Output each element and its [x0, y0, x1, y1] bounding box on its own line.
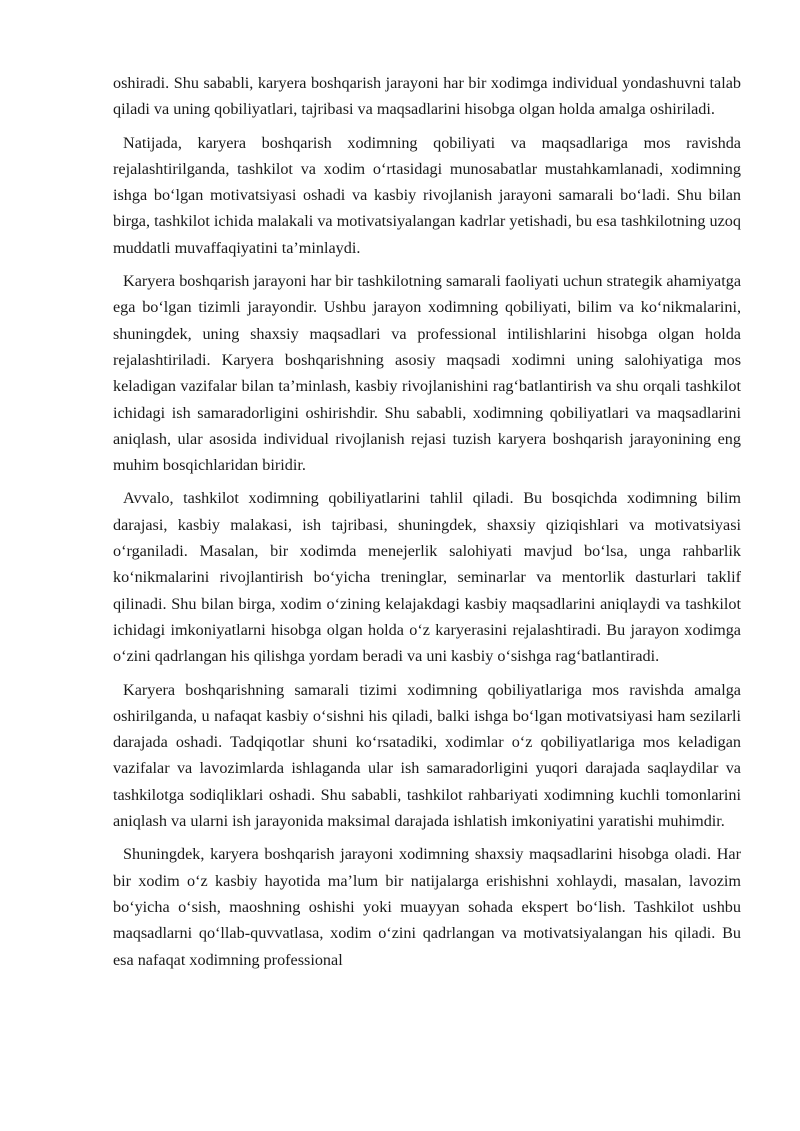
document-page [113, 70, 741, 980]
paragraph: Karyera boshqarishning samarali tizimi xodimning qobiliyatlariga mos ravishda amalga oshirilganda, u nafaqat kasbiy o‘sishni his qiladi, balki ishga bo‘lgan motivatsiyasi ham sezilarli darajada oshadi. Tadqiqotlar shuni ko‘rsatadiki, xodimlar o‘z qobiliyatlariga mos keladigan vazifalar va lavozimlarda ishlaganda ular ish samaradorligini yuqori darajada saqlaydilar va tashkilotga sodiqliklari oshadi. Shu sababli, tashkilot rahbariyati xodimning kuchli tomonlarini aniqlash va ularni ish jarayonida maksimal darajada ishlatish imkoniyatini yaratishi muhimdir. [113, 680, 741, 831]
paragraph: Natijada, karyera boshqarish xodimning qobiliyati va maqsadlariga mos ravishda rejalashtirilganda, tashkilot va xodim o‘rtasidagi munosabatlar mustahkamlanadi, xodimning ishga bo‘lgan motivatsiyasi oshadi va kasbiy rivojlanish jarayoni samarali bo‘ladi. Shu bilan birga, tashkilot ichida malakali va motivatsiyalangan kadrlar yetishadi, bu esa tashkilotning uzoq muddatli muvaffaqiyatini ta’minlaydi. [113, 133, 741, 257]
paragraph: Avvalo, tashkilot xodimning qobiliyatlarini tahlil qiladi. Bu bosqichda xodimning bilim darajasi, kasbiy malakasi, ish tajribasi, shuningdek, shaxsiy qiziqishlari va motivatsiyasi o‘rganiladi. Masalan, bir xodimda menejerlik salohiyati mavjud bo‘lsa, unga rahbarlik ko‘nikmalarini rivojlantirish bo‘yicha treninglar, seminarlar va mentorlik dasturlari taklif qilinadi. Shu bilan birga, xodim o‘zining kelajakdagi kasbiy maqsadlarini aniqlaydi va tashkilot ichidagi imkoniyatlarni hisobga olgan holda o‘z karyerasini rejalashtiradi. Bu jarayon xodimga o‘zini qadrlangan his qilishga yordam beradi va uni kasbiy o‘sishga rag‘batlantiradi. [113, 489, 741, 666]
paragraph: Karyera boshqarish jarayoni har bir tashkilotning samarali faoliyati uchun strategik ahamiyatga ega bo‘lgan tizimli jarayondir. Ushbu jarayon xodimning qobiliyati, bilim va ko‘nikmalarini, shuningdek, uning shaxsiy maqsadlari va professional intilishlarini hisobga olgan holda rejalashtiriladi. Karyera boshqarishning asosiy maqsadi xodimni uning salohiyatiga mos keladigan vazifalar bilan ta’minlash, kasbiy rivojlanishini rag‘batlantirish va shu orqali tashkilot ichidagi ish samaradorligini oshirishdir. Shu sababli, xodimning qobiliyatlari va maqsadlarini aniqlash, ular asosida individual rivojlanish rejasi tuzish karyera boshqarish jarayonining eng muhim bosqichlaridan biridir. [113, 272, 741, 475]
paragraph: Shuningdek, karyera boshqarish jarayoni xodimning shaxsiy maqsadlarini hisobga oladi. Har bir xodim o‘z kasbiy hayotida ma’lum bir natijalarga erishishni xohlaydi, masalan, lavozim bo‘yicha o‘sish, maoshning oshishi yoki muayyan sohada ekspert bo‘lish. Tashkilot ushbu maqsadlarni qo‘llab-quvvatlasa, xodim o‘zini qadrlangan va motivatsiyalangan his qiladi. Bu esa nafaqat xodimning professional [113, 845, 741, 969]
paragraph-continuation: oshiradi. Shu sababli, karyera boshqarish jarayoni har bir xodimga individual yondashuvni talab qiladi va uning qobiliyatlari, tajribasi va maqsadlarini hisobga olgan holda amalga oshiriladi. [113, 74, 741, 119]
